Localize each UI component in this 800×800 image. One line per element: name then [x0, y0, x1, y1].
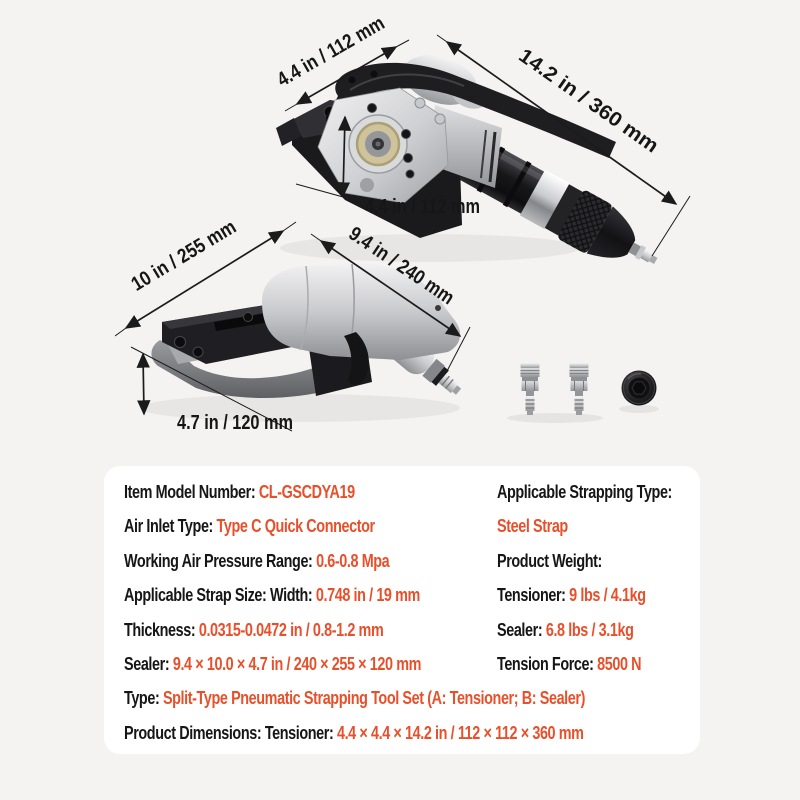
spec-row-strap-width: Applicable Strap Size: Width: 0.748 in / 19 mm: [124, 585, 420, 606]
spec-row-air-inlet: Air Inlet Type: Type C Quick Connector: [124, 516, 375, 537]
tensioner-length-label: 14.2 in / 360 mm: [514, 44, 653, 151]
quick-connector-1: [521, 363, 540, 415]
spec-row-strap-thickness: Thickness: 0.0315-0.0472 in / 0.8-1.2 mm: [124, 619, 384, 640]
spec-row-strapping-type-value: Steel Strap: [497, 516, 568, 537]
spec-row-model: Item Model Number: CL-GSCDYA19: [124, 482, 355, 502]
spec-row-air-pressure: Working Air Pressure Range: 0.6-0.8 Mpa: [124, 550, 390, 571]
spec-row-sealer-size: Sealer: 9.4 × 10.0 × 4.7 in / 240 × 255 × 120 mm: [124, 653, 422, 674]
tensioner-height-label: 4.4 in / 112 mm: [365, 196, 480, 218]
spec-column-right: [497, 475, 716, 681]
spec-row-product-weight: Product Weight:: [497, 550, 602, 571]
sealer-depth-label: 9.4 in / 240 mm: [344, 222, 475, 321]
connector-accessories: [507, 363, 659, 423]
spec-panel: [104, 466, 700, 754]
spec-row-sealer-weight: Sealer: 6.8 lbs / 3.1kg: [497, 619, 634, 640]
quick-connector-2: [570, 363, 589, 415]
spec-column-left: [124, 475, 495, 681]
spec-row-tensioner-weight: Tensioner: 9 lbs / 4.1kg: [497, 585, 646, 606]
spec-row-product-dimensions: Product Dimensions: Tensioner: 4.4 × 4.4 × 14.2 in / 112 × 112 × 360 mm: [124, 722, 584, 743]
sealer-length-label: 10 in / 255 mm: [127, 206, 257, 296]
sealer-height-label: 4.7 in / 120 mm: [177, 412, 293, 434]
tensioner-width-label: 4.4 in / 112 mm: [273, 1, 407, 92]
spec-row-tension-force: Tension Force: 8500 N: [497, 653, 642, 674]
spec-row-type: Type: Split-Type Pneumatic Strapping Tool Set (A: Tensioner; B: Sealer): [124, 688, 585, 709]
spec-row-strapping-type: Applicable Strapping Type:: [497, 482, 672, 502]
spec-rows-full-width: [124, 681, 700, 750]
rubber-cap: [622, 371, 657, 406]
